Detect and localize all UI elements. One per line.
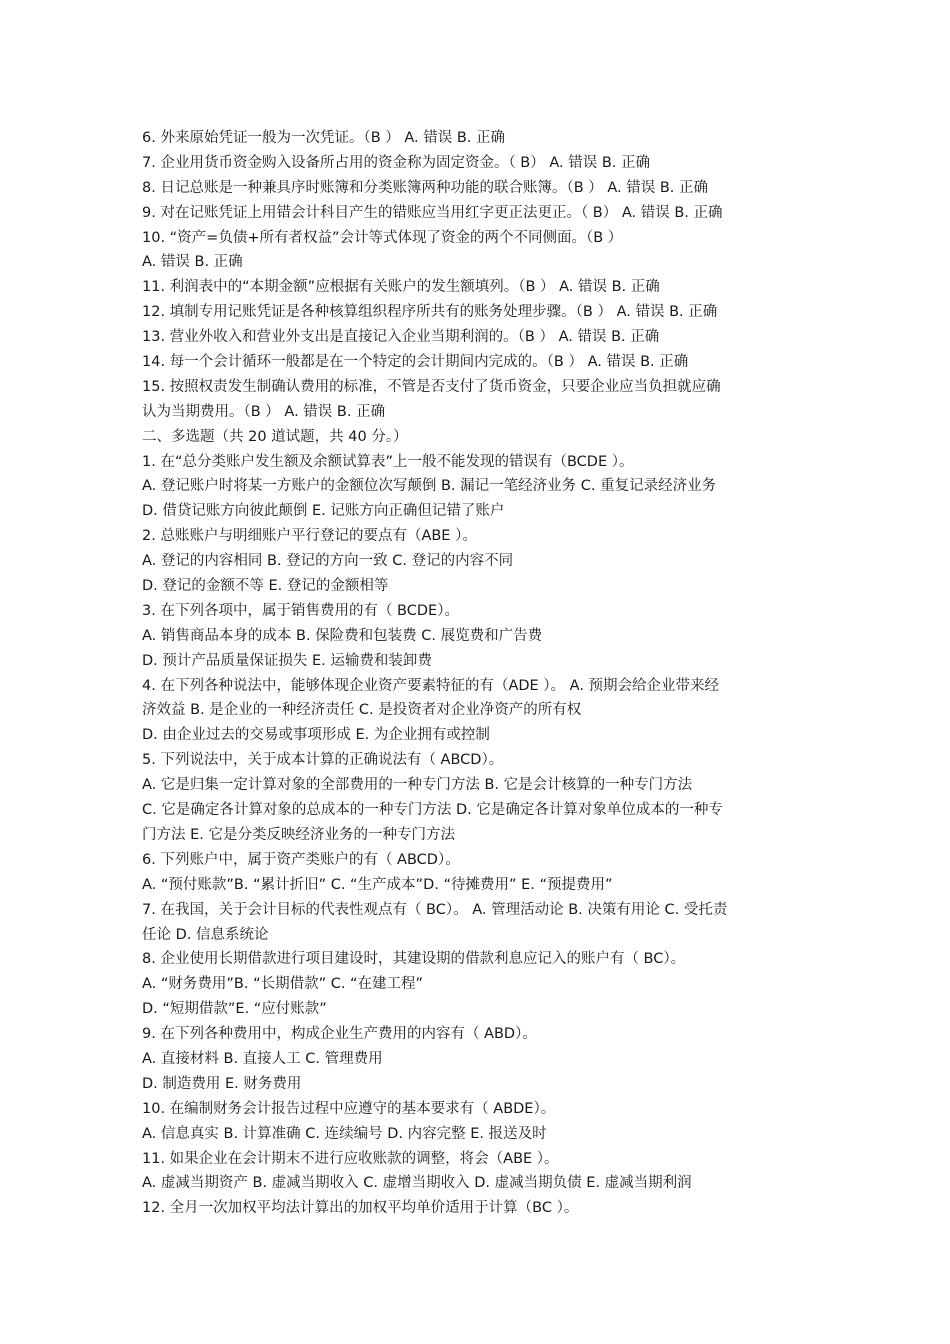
text-line: 1. 在“总分类账户发生额及余额试算表”上一般不能发现的错误有（BCDE ）。 [142, 453, 634, 470]
text-line: 济效益 B. 是企业的一种经济责任 C. 是投资者对企业净资产的所有权 [142, 702, 582, 719]
text-line: 7. 在我国，关于会计目标的代表性观点有（ BC）。 A. 管理活动论 B. 决策有用论 C. 受托责 [142, 901, 728, 918]
text-line: 任论 D. 信息系统论 [142, 926, 269, 943]
text-line: 15. 按照权责发生制确认费用的标准，不管是否支付了货币资金，只要企业应当负担就应确 [142, 378, 721, 395]
text-line: D. 登记的金额不等 E. 登记的金额相等 [142, 578, 389, 595]
text-line: 10. “资产=负债+所有者权益”会计等式体现了资金的两个不同侧面。（B ） [142, 229, 623, 246]
text-line: 门方法 E. 它是分类反映经济业务的一种专门方法 [142, 826, 455, 843]
text-line: 10. 在编制财务会计报告过程中应遵守的基本要求有（ ABDE）。 [142, 1100, 556, 1117]
text-line: 8. 企业使用长期借款进行项目建设时，其建设期的借款利息应记入的账户有（ BC）。 [142, 951, 686, 968]
text-line: 4. 在下列各种说法中，能够体现企业资产要素特征的有（ADE ）。 A. 预期会给企业带来经 [142, 677, 720, 694]
text-line: A. “预付账款”B. “累计折旧” C. “生产成本”D. “待摊费用” E. “预提费用” [142, 876, 613, 893]
text-line: 6. 外来原始凭证一般为一次凭证。（B ） A. 错误 B. 正确 [142, 130, 506, 146]
text-line: 6. 下列账户中，属于资产类账户的有（ ABCD）。 [142, 851, 460, 868]
text-line: 9. 对在记账凭证上用错会计科目产生的错账应当用红字更正法更正。（ B） A. 错误 B. 正确 [142, 204, 723, 221]
text-line: 9. 在下列各种费用中，构成企业生产费用的内容有（ ABD）。 [142, 1026, 537, 1043]
text-line: A. 信息真实 B. 计算准确 C. 连续编号 D. 内容完整 E. 报送及时 [142, 1125, 547, 1142]
text-line: 11. 利润表中的“本期金额”应根据有关账户的发生额填列。（B ） A. 错误 B. 正确 [142, 279, 660, 296]
text-line: D. 制造费用 E. 财务费用 [142, 1075, 302, 1092]
text-line: A. “财务费用”B. “长期借款” C. “在建工程” [142, 976, 424, 993]
text-line: A. 错误 B. 正确 [142, 254, 243, 271]
text-line: 14. 每一个会计循环一般都是在一个特定的会计期间内完成的。（B ） A. 错误 B. 正确 [142, 354, 689, 371]
text-line: 12. 全月一次加权平均法计算出的加权平均单价适用于计算（BC ）。 [142, 1200, 579, 1217]
text-line: C. 它是确定各计算对象的总成本的一种专门方法 D. 它是确定各计算对象单位成本的一种专 [142, 802, 723, 819]
text-line: 7. 企业用货币资金购入设备所占用的资金称为固定资金。（ B） A. 错误 B. 正确 [142, 154, 651, 171]
text-line: 11. 如果企业在会计期末不进行应收账款的调整，将会（ABE ）。 [142, 1150, 559, 1167]
text-line: A. 虚减当期资产 B. 虚减当期收入 C. 虚增当期收入 D. 虚减当期负债 E. 虚减当期利润 [142, 1175, 692, 1192]
text-line: A. 登记的内容相同 B. 登记的方向一致 C. 登记的内容不同 [142, 553, 514, 570]
text-line: A. 它是归集一定计算对象的全部费用的一种专门方法 B. 它是会计核算的一种专门方法 [142, 777, 693, 794]
text-line: D. 预计产品质量保证损失 E. 运输费和装卸费 [142, 652, 432, 669]
text-line: 12. 填制专用记账凭证是各种核算组织程序所共有的账务处理步骤。（B ） A. 错误 B. 正确 [142, 304, 718, 321]
text-line: A. 销售商品本身的成本 B. 保险费和包装费 C. 展览费和广告费 [142, 627, 543, 644]
text-line: D. 由企业过去的交易或事项形成 E. 为企业拥有或控制 [142, 727, 490, 744]
text-line: D. “短期借款”E. “应付账款” [142, 1001, 327, 1018]
text-line: 13. 营业外收入和营业外支出是直接记入企业当期利润的。（B ） A. 错误 B. 正确 [142, 329, 660, 346]
text-line: 3. 在下列各项中，属于销售费用的有（ BCDE）。 [142, 602, 459, 619]
text-line: A. 直接材料 B. 直接人工 C. 管理费用 [142, 1050, 383, 1067]
text-line: 8. 日记总账是一种兼具序时账簿和分类账簿两种功能的联合账簿。（B ） A. 错误 B. 正确 [142, 179, 709, 196]
question-text-block [142, 126, 814, 1221]
text-line: 认为当期费用。（B ） A. 错误 B. 正确 [142, 403, 386, 420]
text-line: 5. 下列说法中，关于成本计算的正确说法有（ ABCD）。 [142, 752, 504, 769]
section-heading: 二、多选题（共 20 道试题，共 40 分。） [142, 428, 408, 445]
text-line: D. 借贷记账方向彼此颠倒 E. 记账方向正确但记错了账户 [142, 503, 505, 520]
text-line: A. 登记账户时将某一方账户的金额位次写颠倒 B. 漏记一笔经济业务 C. 重复记录经济业务 [142, 478, 717, 495]
text-line: 2. 总账账户与明细账户平行登记的要点有（ABE ）。 [142, 528, 477, 545]
